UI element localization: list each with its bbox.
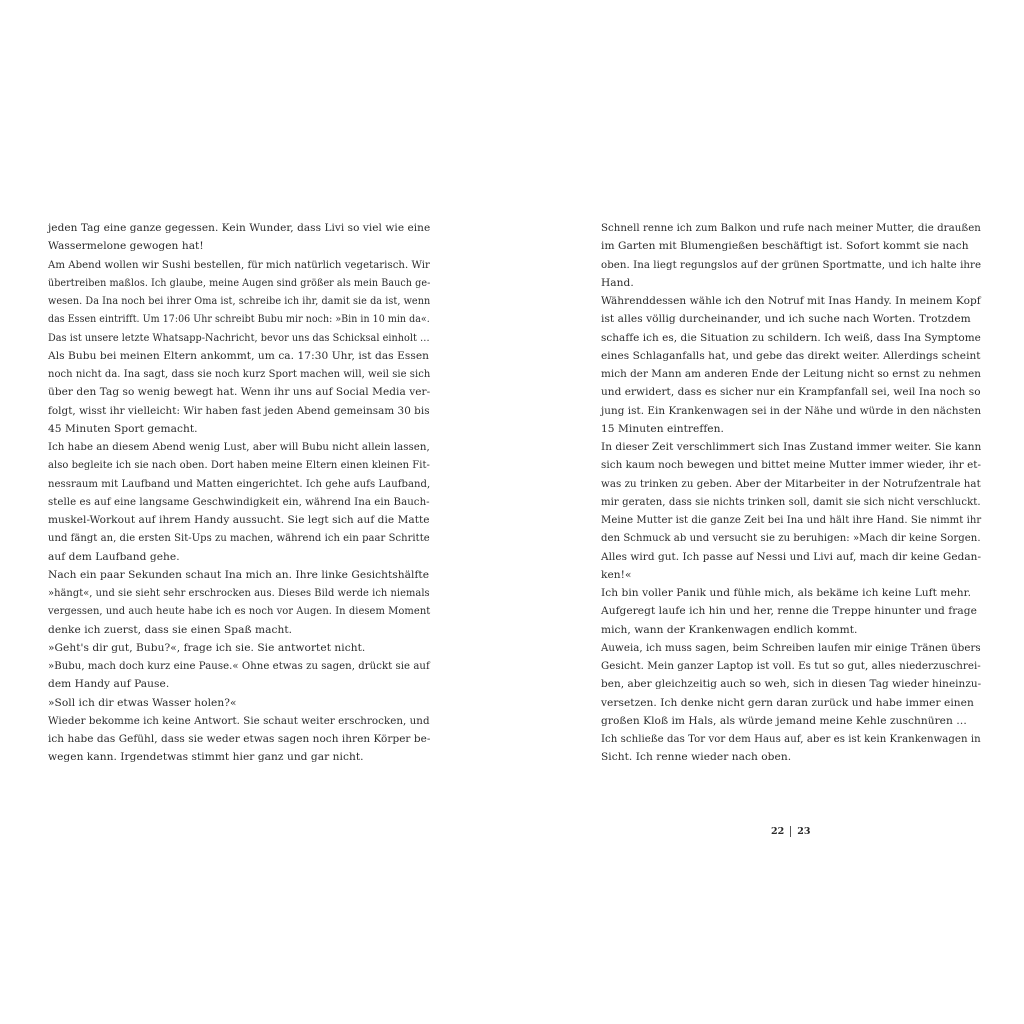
text-line: Nach ein paar Sekunden schaut Ina mich an. Ihre linke Gesichtshälfte xyxy=(48,568,430,581)
text-line: ist alles völlig durcheinander, und ich suche nach Worten. Trotzdem xyxy=(601,313,971,326)
text-line: mich, wann der Krankenwagen endlich kommt. xyxy=(601,623,858,636)
text-line: Wassermelone gewogen hat! xyxy=(48,240,204,253)
text-line: denke ich zuerst, dass sie einen Spaß macht. xyxy=(48,623,293,636)
text-line: Schnell renne ich zum Balkon und rufe nach meiner Mutter, die draußen xyxy=(601,222,981,234)
text-line: noch nicht da. Ina sagt, dass sie noch kurz Sport machen will, weil sie sich xyxy=(48,368,431,380)
text-line: Alles wird gut. Ich passe auf Nessi und Livi auf, mach dir keine Gedan- xyxy=(601,550,982,563)
text-line: Hand. xyxy=(601,276,634,289)
text-line: 45 Minuten Sport gemacht. xyxy=(48,422,198,435)
text-line: stelle es auf eine langsame Geschwindigkeit ein, während Ina ein Bauch- xyxy=(48,495,430,508)
text-line: »hängt«, und sie sieht sehr erschrocken aus. Dieses Bild werde ich niemals xyxy=(48,587,430,599)
text-line: Am Abend wollen wir Sushi bestellen, für mich natürlich vegetarisch. Wir xyxy=(48,258,430,271)
text-line: Meine Mutter ist die ganze Zeit bei Ina und hält ihre Hand. Sie nimmt ihr xyxy=(601,514,982,526)
text-line: großen Kloß im Hals, als würde jemand meine Kehle zuschnüren … xyxy=(601,714,967,727)
page-number-divider xyxy=(790,826,791,837)
right-page-text xyxy=(601,219,981,767)
text-line: über den Tag so wenig bewegt hat. Wenn ihr uns auf Social Media ver- xyxy=(48,386,431,399)
text-line: »Geht's dir gut, Bubu?«, frage ich sie. Sie antwortet nicht. xyxy=(48,641,366,654)
text-line: also begleite ich sie nach oben. Dort haben meine Eltern einen kleinen Fit- xyxy=(48,459,430,472)
text-line: ben, aber gleichzeitig auch so weh, sich in diesen Tag wieder hineinzu- xyxy=(601,678,982,691)
text-line: das Essen eintrifft. Um 17:06 Uhr schreibt Bubu mir noch: »Bin in 10 min da«. xyxy=(48,313,430,326)
text-line: ich habe das Gefühl, dass sie weder etwas sagen noch ihren Körper be- xyxy=(48,733,431,745)
text-line: Ich habe an diesem Abend wenig Lust, aber will Bubu nicht allein lassen, xyxy=(48,441,430,453)
text-line: Aufgeregt laufe ich hin und her, renne die Treppe hinunter und frage xyxy=(601,605,977,618)
text-line: muskel-Workout auf ihrem Handy aussucht. Sie legt sich auf die Matte xyxy=(48,514,430,526)
text-line: Gesicht. Mein ganzer Laptop ist voll. Es tut so gut, alles niederzuschrei- xyxy=(601,660,981,672)
text-line: wesen. Da Ina noch bei ihrer Oma ist, schreibe ich ihr, damit sie da ist, wenn xyxy=(48,295,431,307)
text-line: übertreiben maßlos. Ich glaube, meine Augen sind größer als mein Bauch ge- xyxy=(48,276,431,289)
text-line: dem Handy auf Pause. xyxy=(48,678,170,691)
text-line: Als Bubu bei meinen Eltern ankommt, um ca. 17:30 Uhr, ist das Essen xyxy=(48,349,430,362)
text-line: den Schmuck ab und versucht sie zu beruhigen: »Mach dir keine Sorgen. xyxy=(601,532,981,545)
text-line: folgt, wisst ihr vielleicht: Wir haben fast jeden Abend gemeinsam 30 bis xyxy=(48,404,430,417)
right-page-number: 23 xyxy=(797,826,811,837)
text-line: mich der Mann am anderen Ende der Leitung nicht so ernst zu nehmen xyxy=(601,368,981,380)
text-line: eines Schlaganfalls hat, und gebe das direkt weiter. Allerdings scheint xyxy=(601,349,981,362)
text-line: Das ist unsere letzte Whatsapp-Nachricht, bevor uns das Schicksal einholt … xyxy=(48,331,430,344)
text-line: im Garten mit Blumengießen beschäftigt ist. Sofort kommt sie nach xyxy=(601,240,969,253)
text-line: In dieser Zeit verschlimmert sich Inas Zustand immer weiter. Sie kann xyxy=(601,441,982,453)
text-line: Wieder bekomme ich keine Antwort. Sie schaut weiter erschrocken, und xyxy=(48,714,430,727)
left-page-number: 22 xyxy=(771,826,785,837)
text-line: ken!« xyxy=(601,568,632,581)
text-line: Sicht. Ich renne wieder nach oben. xyxy=(601,751,792,764)
page-numbers xyxy=(771,826,810,837)
text-line: Währenddessen wähle ich den Notruf mit Inas Handy. In meinem Kopf xyxy=(601,295,981,307)
text-line: Ich bin voller Panik und fühle mich, als bekäme ich keine Luft mehr. xyxy=(601,587,972,599)
text-line: Auweia, ich muss sagen, beim Schreiben laufen mir einige Tränen übers xyxy=(601,641,981,654)
text-line: vergessen, und auch heute habe ich es noch vor Augen. In diesem Moment xyxy=(48,605,431,618)
text-line: wegen kann. Irgendetwas stimmt hier ganz und gar nicht. xyxy=(48,751,364,764)
text-line: auf dem Laufband gehe. xyxy=(48,550,180,563)
text-line: sich kaum noch bewegen und bittet meine Mutter immer wieder, ihr et- xyxy=(601,459,982,472)
text-line: schaffe ich es, die Situation zu schildern. Ich weiß, dass Ina Symptome xyxy=(601,331,981,344)
text-line: versetzen. Ich denke nicht gern daran zurück und habe immer einen xyxy=(601,696,974,709)
text-line: nessraum mit Laufband und Matten eingerichtet. Ich gehe aufs Laufband, xyxy=(48,477,431,490)
text-line: jung ist. Ein Krankenwagen sei in der Nähe und würde in den nächsten xyxy=(601,404,982,417)
text-line: und erwidert, dass es sicher nur ein Krampfanfall sei, weil Ina noch so xyxy=(601,386,981,399)
text-line: »Bubu, mach doch kurz eine Pause.« Ohne etwas zu sagen, drückt sie auf xyxy=(48,660,430,672)
text-line: und fängt an, die ersten Sit-Ups zu machen, während ich ein paar Schritte xyxy=(48,532,430,545)
left-page-text xyxy=(48,219,430,767)
text-line: mir geraten, dass sie nichts trinken soll, damit sie sich nicht verschluckt. xyxy=(601,495,981,508)
text-line: jeden Tag eine ganze gegessen. Kein Wunder, dass Livi so viel wie eine xyxy=(48,222,431,234)
text-line: oben. Ina liegt regungslos auf der grünen Sportmatte, und ich halte ihre xyxy=(601,258,982,271)
text-line: »Soll ich dir etwas Wasser holen?« xyxy=(48,696,237,709)
text-line: 15 Minuten eintreffen. xyxy=(601,422,724,435)
text-line: Ich schließe das Tor vor dem Haus auf, aber es ist kein Krankenwagen in xyxy=(601,733,981,745)
text-line: was zu trinken zu geben. Aber der Mitarbeiter in der Notrufzentrale hat xyxy=(601,477,981,490)
